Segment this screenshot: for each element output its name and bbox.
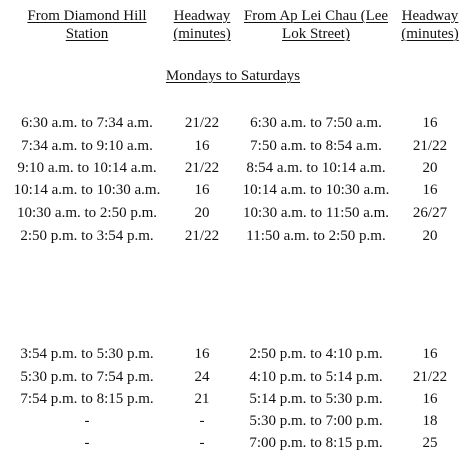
diamond-hill-headway: - <box>199 435 205 451</box>
diamond-hill-period: 3:54 p.m. to 5:30 p.m. <box>20 346 154 362</box>
diamond-hill-period: 7:34 a.m. to 9:10 a.m. <box>21 138 153 154</box>
ap-lei-chau-period: 7:00 p.m. to 8:15 p.m. <box>249 435 383 451</box>
header-headway-1-line2: (minutes) <box>173 26 231 42</box>
ap-lei-chau-headway: 16 <box>422 115 438 131</box>
diamond-hill-headway: 21/22 <box>184 160 220 176</box>
header-from-ap-lei-chau-line2: Lok Street) <box>282 26 350 42</box>
diamond-hill-headway: 16 <box>194 138 210 154</box>
ap-lei-chau-period: 10:30 a.m. to 11:50 a.m. <box>242 205 390 221</box>
diamond-hill-period: 5:30 p.m. to 7:54 p.m. <box>20 369 154 385</box>
ap-lei-chau-period: 11:50 a.m. to 2:50 p.m. <box>246 228 386 244</box>
ap-lei-chau-period: 6:30 a.m. to 7:50 a.m. <box>250 115 382 131</box>
ap-lei-chau-headway: 16 <box>422 182 438 198</box>
diamond-hill-period: 10:30 a.m. to 2:50 p.m. <box>17 205 157 221</box>
ap-lei-chau-headway: 16 <box>422 391 438 407</box>
diamond-hill-period: - <box>84 435 90 451</box>
ap-lei-chau-period: 4:10 p.m. to 5:14 p.m. <box>249 369 383 385</box>
ap-lei-chau-headway: 21/22 <box>412 138 448 154</box>
header-headway-2 <box>396 7 464 43</box>
ap-lei-chau-headway: 21/22 <box>412 369 448 385</box>
diamond-hill-headway: 21/22 <box>184 115 220 131</box>
header-from-diamond-hill-line1: From Diamond Hill <box>27 8 147 24</box>
diamond-hill-headway: 24 <box>194 369 210 385</box>
ap-lei-chau-headway: 20 <box>422 160 438 176</box>
ap-lei-chau-headway: 25 <box>422 435 438 451</box>
diamond-hill-period: 6:30 a.m. to 7:34 a.m. <box>21 115 153 131</box>
diamond-hill-headway: 21 <box>194 391 210 407</box>
header-headway-2-line1: Headway <box>401 8 459 24</box>
ap-lei-chau-headway: 18 <box>422 413 438 429</box>
diamond-hill-headway: 16 <box>194 182 210 198</box>
header-headway-2-line2: (minutes) <box>401 26 459 42</box>
diamond-hill-period: 7:54 p.m. to 8:15 p.m. <box>20 391 154 407</box>
diamond-hill-period: 2:50 p.m. to 3:54 p.m. <box>20 228 154 244</box>
header-from-ap-lei-chau-line1: From Ap Lei Chau (Lee <box>243 8 389 24</box>
header-headway-1 <box>168 7 236 43</box>
header-from-diamond-hill <box>6 7 168 43</box>
ap-lei-chau-period: 5:30 p.m. to 7:00 p.m. <box>249 413 383 429</box>
diamond-hill-headway: 16 <box>194 346 210 362</box>
diamond-hill-period: 9:10 a.m. to 10:14 a.m. <box>17 160 157 176</box>
ap-lei-chau-period: 10:14 a.m. to 10:30 a.m. <box>242 182 390 198</box>
ap-lei-chau-period: 5:14 p.m. to 5:30 p.m. <box>249 391 383 407</box>
header-headway-1-line1: Headway <box>173 8 231 24</box>
ap-lei-chau-headway: 16 <box>422 346 438 362</box>
header-from-ap-lei-chau <box>236 7 396 43</box>
ap-lei-chau-headway: 20 <box>422 228 438 244</box>
diamond-hill-period: 10:14 a.m. to 10:30 a.m. <box>13 182 161 198</box>
header-from-diamond-hill-line2: Station <box>65 26 109 42</box>
ap-lei-chau-period: 8:54 a.m. to 10:14 a.m. <box>246 160 386 176</box>
diamond-hill-headway: - <box>199 413 205 429</box>
ap-lei-chau-headway: 26/27 <box>412 205 448 221</box>
diamond-hill-headway: 20 <box>194 205 210 221</box>
diamond-hill-headway: 21/22 <box>184 228 220 244</box>
ap-lei-chau-period: 7:50 a.m. to 8:54 a.m. <box>250 138 382 154</box>
section-title: Mondays to Saturdays <box>165 68 301 84</box>
ap-lei-chau-period: 2:50 p.m. to 4:10 p.m. <box>249 346 383 362</box>
diamond-hill-period: - <box>84 413 90 429</box>
